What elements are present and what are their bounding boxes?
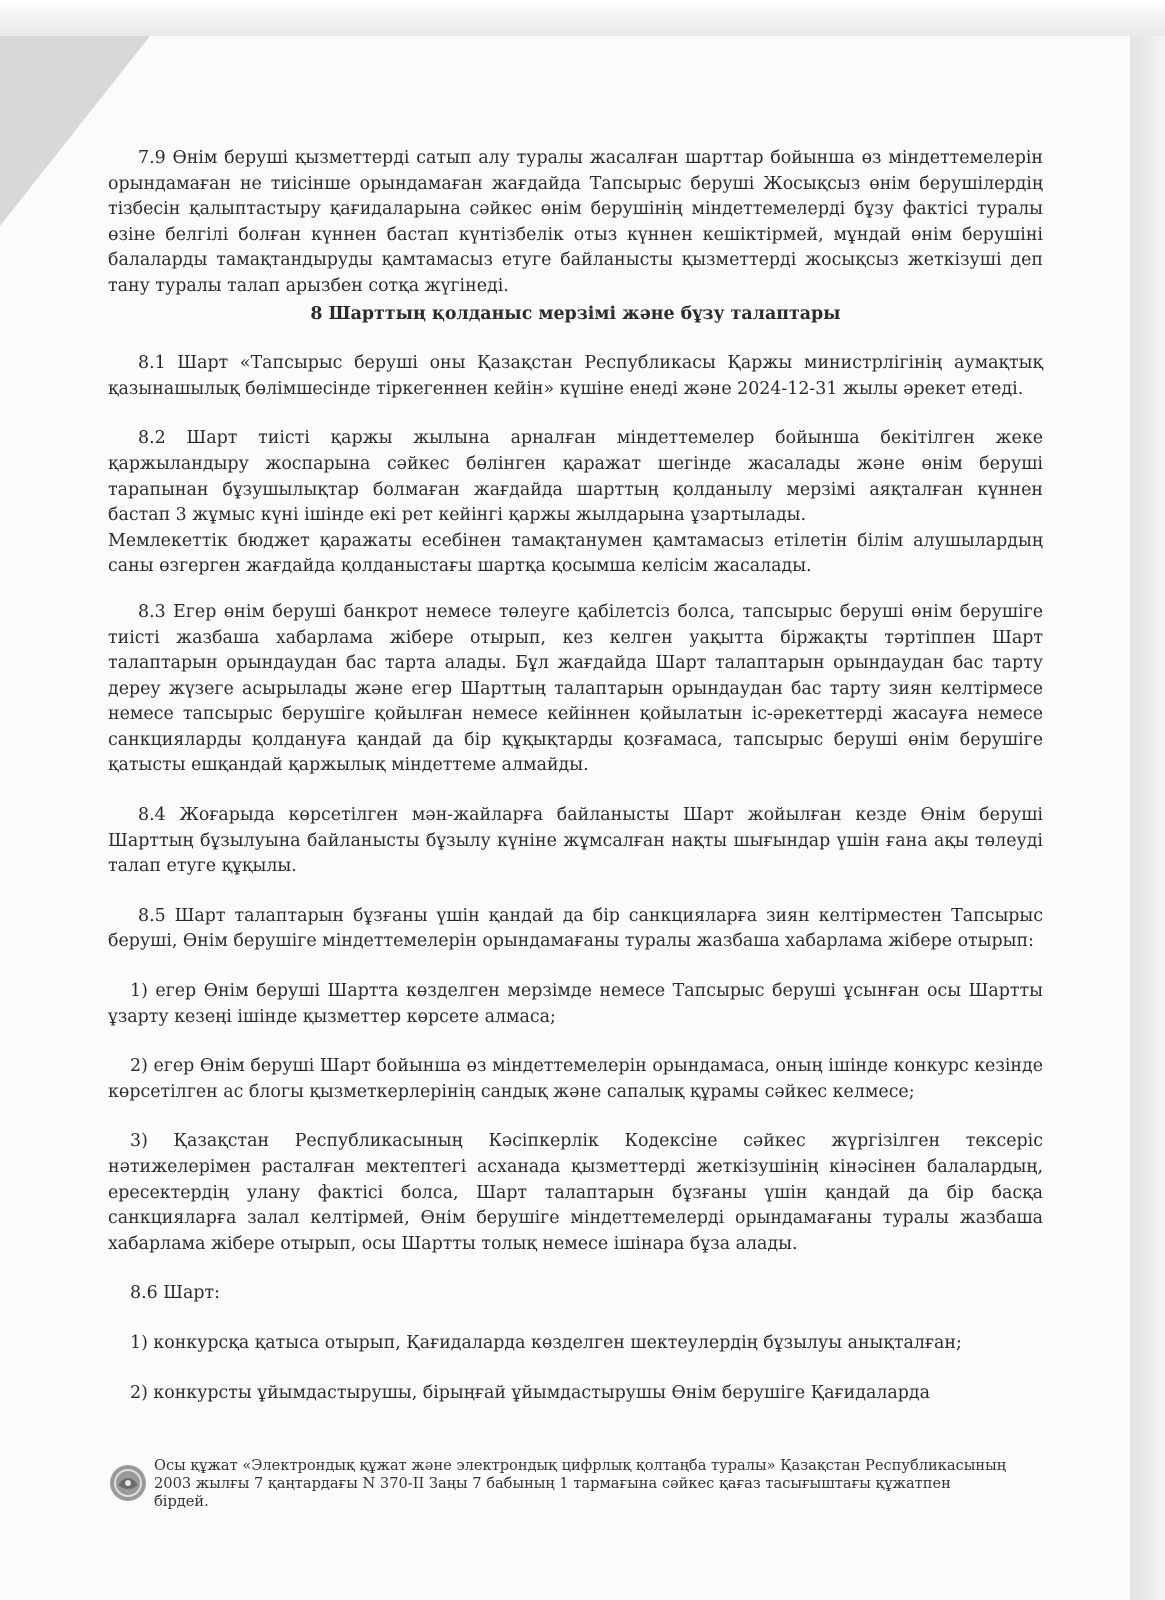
- clause-8-2: 8.2 Шарт тиісті қаржы жылына арналған міндеттемелер бойынша бекітілген жеке қаржыландыру жоспарына сәйкес бөлінген қаражат шегінде жасалады және өнім беруші тарапынан бұзушылықтар болмаған жағдайда шарттың қолданылу мерзімі аяқталған күннен бастап 3 жұмыс күні ішінде екі рет кейінгі қаржы жылдарына ұзартылады.: [108, 428, 1043, 526]
- spacer: [108, 1357, 1043, 1381]
- clause-8-5-item-1: 1) егер Өнім беруші Шартта көзделген мерзімде немесе Тапсырыс беруші ұсынған осы Шартты ұзарту кезеңі ішінде қызметтер көрсете алмаса;: [108, 981, 1043, 1027]
- clause-8-5: 8.5 Шарт талаптарын бұзғаны үшін қандай да бір санкцияларға зиян келтірместен Тапсырыс беруші, Өнім берушіге міндеттемелерін орындамағаны туралы жазбаша хабарлама жібере отырып:: [108, 905, 1043, 952]
- certification-footer: [108, 1457, 1008, 1511]
- clause-8-4: 8.4 Жоғарыда көрсетілген мән-жайларға байланысты Шарт жойылған кезде Өнім беруші Шарттың бұзылуына байланысты бұзылу күніне жұмсалған нақты шығындар үшін ғана ақы төлеуді талап етуге құқылы.: [108, 805, 1043, 877]
- section-8-heading: 8 Шарттың қолданыс мерзімі және бұзу талаптары: [310, 303, 841, 324]
- spacer: [108, 880, 1043, 904]
- clause-8-2-continuation: Мемлекеттік бюджет қаражаты есебінен тамақтанумен қамтамасыз етілетін білім алушылардың саны өзгерген жағдайда қолданыстағы шартқа қосымша келісім жасалады.: [108, 530, 1043, 577]
- page-right-edge: [1130, 36, 1165, 1600]
- spacer: [108, 1307, 1043, 1331]
- scan-top-strip: [0, 0, 1165, 36]
- clause-8-5-item-2: 2) егер Өнім беруші Шарт бойынша өз міндеттемелерін орындамаса, оның ішінде конкурс кезінде көрсетілген ас блогы қызметкерлерінің сандық және сапалық құрамы сәйкес келмесе;: [108, 1056, 1043, 1102]
- seal-emblem-icon: [108, 1463, 148, 1503]
- clause-8-6-item-2: 2) конкурсты ұйымдастырушы, бірыңғай ұйымдастырушы Өнім берушіге Қағидаларда: [130, 1382, 930, 1403]
- clause-8-5-item-3: 3) Қазақстан Республикасының Кәсіпкерлік Кодексіне сәйкес жүргізілген тексеріс нәтижелерімен расталған мектептегі асханада қызметтерді жеткізушінің кінәсінен балалардың, ересектердің улану фактісі болса, Шарт талаптарын бұзғаны үшін қандай да бір басқа санкцияларға залал келтірмей, Өнім берушіге міндеттемелерді орындамағаны туралы жазбаша хабарлама жібере отырып, осы Шартты толық немесе ішінара бұза алады.: [108, 1131, 1043, 1254]
- spacer: [108, 580, 1043, 600]
- spacer: [108, 779, 1043, 803]
- spacer: [108, 955, 1043, 979]
- clause-8-6: 8.6 Шарт:: [130, 1283, 221, 1304]
- spacer: [108, 1030, 1043, 1054]
- document-body: [108, 146, 1043, 1406]
- spacer: [108, 402, 1043, 426]
- clause-8-1: 8.1 Шарт «Тапсырыс беруші оны Қазақстан Республикасы Қаржы министрлігінің аумақтық қазынашылық бөлімшесінде тіркегеннен кейін» күшіне енеді және 2024-12-31 жылы әрекет етеді.: [108, 353, 1043, 399]
- clause-8-6-item-1: 1) конкурсқа қатыса отырып, Қағидаларда көзделген шектеулердің бұзылуы анықталған;: [130, 1332, 962, 1353]
- certification-text: Осы құжат «Электрондық құжат және электрондық цифрлық қолтаңба туралы» Қазақстан Республикасының 2003 жылғы 7 қаңтардағы N 370-II Заңы 7 бабының 1 тармағына сәйкес қағаз тасығыштағы құжатпен бірдей.: [154, 1457, 1007, 1510]
- clause-7-9: 7.9 Өнім беруші қызметтерді сатып алу туралы жасалған шарттар бойынша өз міндеттемелерін орындамаған не тиісінше орындамаған жағдайда Тапсырыс беруші Жосықсыз өнім берушілердің тізбесін қалыптастыру қағидаларына сәйкес өнім берушінің міндеттемелерді бұзу фактісі туралы өзіне белгілі болған күннен бастап күнтізбелік отыз күннен кешіктірмей, мұндай өнім берушіні балаларды тамақтандыруды қамтамасыз етуге байланысты қызметтерді жосықсыз жеткізуші деп тану туралы талап арызбен сотқа жүгінеді.: [108, 148, 1043, 296]
- clause-8-3: 8.3 Егер өнім беруші банкрот немесе төлеуге қабілетсіз болса, тапсырыс беруші өнім берушіге тиісті жазбаша хабарлама жібере отырып, кез келген уақытта біржақты тәртіппен Шарт талаптарын орындаудан бас тарта алады. Бұл жағдайда Шарт талаптарын орындаудан бас тарту дереу жүзеге асырылады және егер Шарттың талаптарын орындаудан бас тарту зиян келтірмесе немесе тапсырыс берушіге қойылған немесе кейіннен қойылатын іс-әрекеттерді жасауға немесе санкцияларды қолдануға қандай да бір құқықтарды қозғамаса, тапсырыс беруші өнім берушіге қатысты ешқандай қаржылық міндеттеме алмайды.: [108, 601, 1043, 776]
- spacer: [108, 1105, 1043, 1129]
- spacer: [108, 1257, 1043, 1281]
- spacer: [108, 327, 1043, 351]
